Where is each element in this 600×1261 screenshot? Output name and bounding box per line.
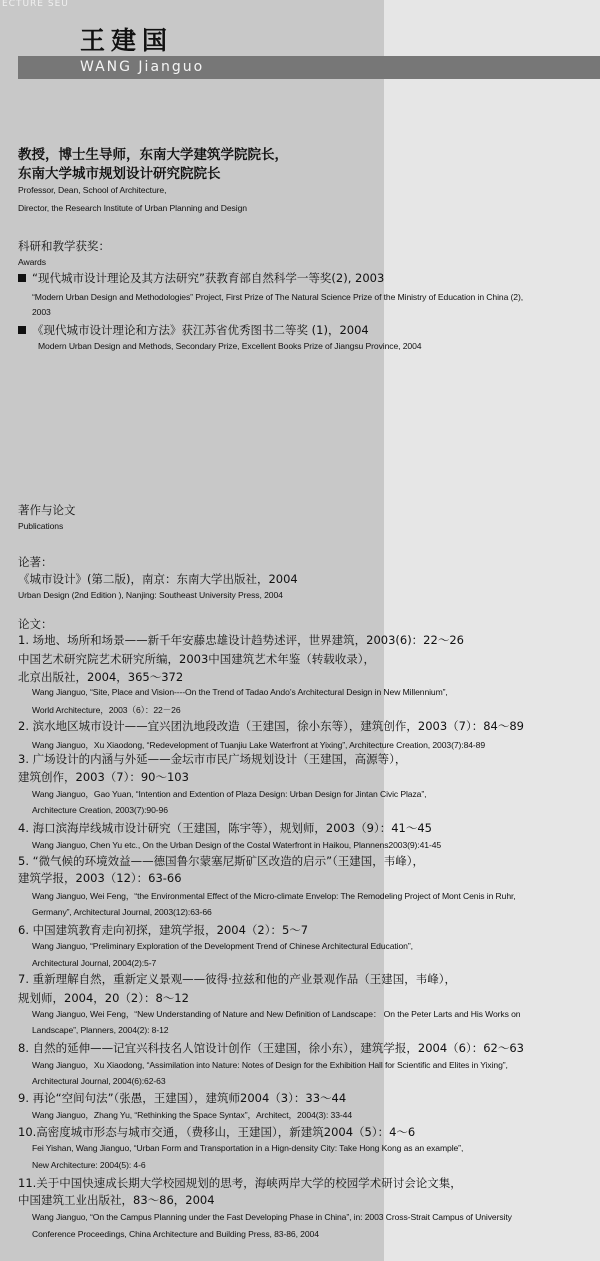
paper-citation-english: New Architecture: 2004(5): 4-6 xyxy=(32,1160,146,1170)
book-entry-english: Urban Design (2nd Edition ), Nanjing: Southeast University Press, 2004 xyxy=(18,590,283,600)
paper-title-chinese: 规划师，2004，20（2）：8～12 xyxy=(18,991,189,1005)
papers-heading: 论文： xyxy=(18,617,53,631)
square-bullet-icon xyxy=(18,274,26,282)
awards-heading-english: Awards xyxy=(18,257,46,267)
paper-citation-english: Wang Jianguo, Wei Feng，“New Understanding of Nature and New Definition of Landscape： On the Peter Larts and His Works on xyxy=(32,1009,521,1019)
paper-citation-english: Wang Jianguo, “On the Campus Planning under the Fast Developing Phase in China”, in: 2003 Cross-Strait Campus of University xyxy=(32,1212,512,1222)
award-item xyxy=(18,270,384,286)
paper-title-chinese: 2. 滨水地区城市设计——宜兴团氿地段改造（王建国，徐小东等），建筑创作，2003（7）：84～89 xyxy=(18,719,524,733)
award-item xyxy=(18,322,369,338)
square-bullet-icon xyxy=(18,326,26,334)
paper-citation-english: Fei Yishan, Wang Jianguo, “Urban Form and Transportation in a Hign-density City: Take Hong Kong as an example”, xyxy=(32,1143,464,1153)
paper-title-chinese: 7. 重新理解自然，重新定义景观——彼得·拉兹和他的产业景观作品（王建国，韦峰）， xyxy=(18,972,457,986)
title-line-english: Director, the Research Institute of Urban Planning and Design xyxy=(18,203,247,213)
paper-title-chinese: 北京出版社，2004，365～372 xyxy=(18,670,184,684)
paper-title-chinese: 10.高密度城市形态与城市交通，（费移山，王建国），新建筑2004（5）：4～6 xyxy=(18,1125,416,1139)
book-entry-chinese: 《城市设计》(第二版)，南京：东南大学出版社，2004 xyxy=(18,572,298,586)
title-line-chinese: 东南大学城市规划设计研究院院长 xyxy=(18,166,221,182)
paper-citation-english: Conference Proceedings, China Architecture and Building Press, 83-86, 2004 xyxy=(32,1229,319,1239)
paper-citation-english: Architectural Journal, 2004(6):62-63 xyxy=(32,1076,166,1086)
paper-title-chinese: 3. 广场设计的内涵与外延——金坛市市民广场规划设计（王建国，高源等）， xyxy=(18,752,407,766)
title-line-english: Professor, Dean, School of Architecture, xyxy=(18,185,167,195)
title-line-chinese: 教授，博士生导师，东南大学建筑学院院长， xyxy=(18,147,288,163)
paper-title-chinese: 建筑创作，2003（7）：90～103 xyxy=(18,770,189,784)
paper-citation-english: Architectural Journal, 2004(2):5-7 xyxy=(32,958,157,968)
paper-citation-english: Wang Jianguo, “Site, Place and Vision----On the Trend of Tadao Ando’s Architectural Design in New Millennium”, xyxy=(32,687,448,697)
award-title-chinese: “现代城市设计理论及其方法研究”获教育部自然科学一等奖(2), 2003 xyxy=(32,271,385,285)
paper-title-chinese: 11.关于中国快速成长期大学校园规划的思考，海峡两岸大学的校园学术研讨会论文集， xyxy=(18,1176,462,1190)
paper-title-chinese: 6. 中国建筑教育走向初探，建筑学报，2004（2）：5～7 xyxy=(18,923,309,937)
paper-title-chinese: 1. 场地、场所和场景——新千年安藤忠雄设计趋势述评，世界建筑，2003(6)：22～26 xyxy=(18,633,464,647)
books-heading: 论著： xyxy=(18,555,53,569)
paper-title-chinese: 中国艺术研究院艺术研究所编，2003中国建筑艺术年鉴（转载收录）， xyxy=(18,652,376,666)
paper-citation-english: Wang Jianguo, “Preliminary Exploration of the Development Trend of Chinese Architectural Education”, xyxy=(32,941,413,951)
paper-citation-english: Wang Jianguo, Wei Feng，“the Environmental Effect of the Micro-climate Envelop: The Remodeling Project of Mont Cenis in Ruhr, xyxy=(32,891,516,901)
right-panel-background xyxy=(384,0,600,1261)
award-title-chinese: 《现代城市设计理论和方法》获江苏省优秀图书二等奖 (1)，2004 xyxy=(32,323,369,337)
person-name-chinese: 王建国 xyxy=(80,26,174,55)
paper-title-chinese: 4. 海口滨海岸线城市设计研究（王建国，陈宇等），规划师，2003（9）：41～45 xyxy=(18,821,432,835)
paper-citation-english: Germany”, Architectural Journal, 2003(12):63-66 xyxy=(32,907,212,917)
paper-title-chinese: 8. 自然的延伸——记宜兴科技名人馆设计创作（王建国，徐小东），建筑学报，2004（6）：62～63 xyxy=(18,1041,524,1055)
paper-citation-english: Wang Jianguo，Xu Xiaodong, “Assimilation into Nature: Notes of Design for the Exhibition Hall for Scientific and Elites in Yixing”, xyxy=(32,1060,508,1070)
paper-title-chinese: 5. “微气候的环境效益——德国鲁尔蒙塞尼斯矿区改造的启示”（王建国，韦峰）， xyxy=(18,854,425,868)
paper-citation-english: Wang Jianguo，Xu Xiaodong, “Redevelopment of Tuanjiu Lake Waterfront at Yixing”, Architecture Creation, 2003(7):84-89 xyxy=(32,740,486,750)
paper-title-chinese: 中国建筑工业出版社，83～86，2004 xyxy=(18,1193,215,1207)
paper-title-chinese: 9. 再论“空间句法”（张愚，王建国），建筑师2004（3）：33～44 xyxy=(18,1091,347,1105)
award-title-english: Modern Urban Design and Methods, Secondary Prize, Excellent Books Prize of Jiangsu Province, 2004 xyxy=(38,341,422,351)
person-name-english: WANG Jianguo xyxy=(80,59,205,75)
paper-title-chinese: 建筑学报，2003（12）：63-66 xyxy=(18,871,182,885)
paper-citation-english: Landscape”, Planners, 2004(2): 8-12 xyxy=(32,1025,169,1035)
paper-citation-english: Wang Jianguo, Chen Yu etc., On the Urban Design of the Costal Waterfront in Haikou, Plannens2003(9):41-45 xyxy=(32,840,442,850)
running-header: ECTURE SEU xyxy=(2,0,69,9)
award-title-english: “Modern Urban Design and Methodologies” Project, First Prize of The Natural Science Prize of the Ministry of Education in China (2), xyxy=(32,292,524,302)
paper-citation-english: Wang Jianguo，Gao Yuan, “Intention and Extention of Plaza Design: Urban Design for Jintan Civic Plaza”, xyxy=(32,789,427,799)
publications-heading-english: Publications xyxy=(18,521,64,531)
awards-heading: 科研和教学获奖： xyxy=(18,239,110,253)
paper-citation-english: Wang Jianguo，Zhang Yu, “Rethinking the Space Syntax”，Architect，2004(3): 33-44 xyxy=(32,1110,352,1120)
paper-citation-english: Architecture Creation, 2003(7):90-96 xyxy=(32,805,168,815)
paper-citation-english: World Architecture，2003（6）：22－26 xyxy=(32,705,181,715)
award-title-english: 2003 xyxy=(32,307,51,317)
publications-heading: 著作与论文 xyxy=(18,503,76,517)
